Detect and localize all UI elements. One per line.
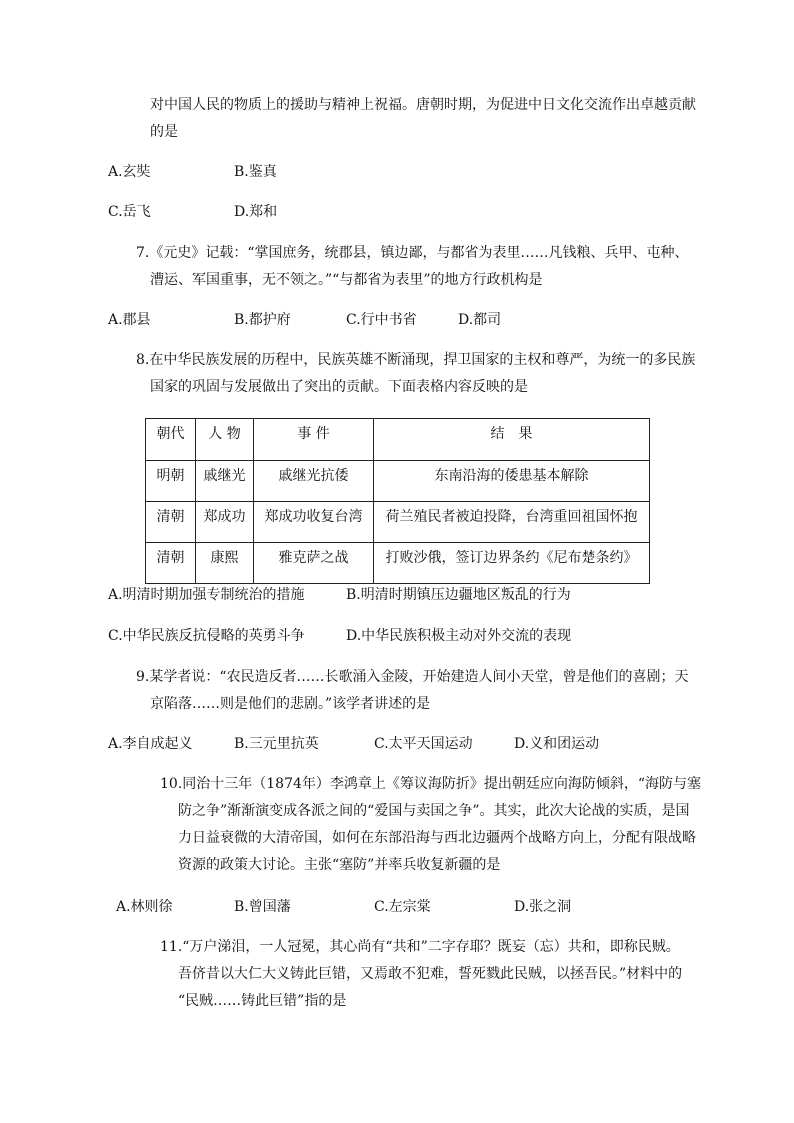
cell-event: 郑成功收复台湾 xyxy=(254,502,374,543)
table-header-row xyxy=(146,419,650,461)
option-c: C.太平天国运动 xyxy=(374,736,473,752)
option-d: D.张之洞 xyxy=(514,899,572,915)
cell-event: 戚继光抗倭 xyxy=(254,461,374,502)
option-b: B.明清时期镇压边疆地区叛乱的行为 xyxy=(346,587,571,603)
intro-line-1: 对中国人民的物质上的援助与精神上祝福。唐朝时期，为促进中日文化交流作出卓越贡献 xyxy=(150,97,696,113)
option-c: C.左宗棠 xyxy=(374,899,431,915)
question-7-line-1: 7.《元史》记载：“掌国庶务，统郡县，镇边鄙，与都省为表里……凡钱粮、兵甲、屯种、 xyxy=(136,245,689,261)
cell-event: 雅克萨之战 xyxy=(254,543,374,584)
option-c: C.行中书省 xyxy=(346,312,417,328)
table-row xyxy=(146,502,650,543)
option-a: A.李自成起义 xyxy=(108,736,193,752)
cell-dynasty: 清朝 xyxy=(146,543,196,584)
option-a: A.玄奘 xyxy=(108,164,151,180)
option-b: B.鉴真 xyxy=(234,164,277,180)
option-d: D.中华民族积极主动对外交流的表现 xyxy=(346,628,572,644)
cell-person: 郑成功 xyxy=(196,502,254,543)
header-dynasty: 朝代 xyxy=(146,419,196,461)
cell-dynasty: 清朝 xyxy=(146,502,196,543)
question-10-line-3: 力日益衰微的大清帝国，如何在东部沿海与西北边疆两个战略方向上，分配有限战略 xyxy=(178,830,696,846)
option-c: C.岳飞 xyxy=(108,204,151,220)
option-d: D.都司 xyxy=(458,312,502,328)
table-row xyxy=(146,461,650,502)
question-8-line-1: 8.在中华民族发展的历程中，民族英雄不断涌现，捍卫国家的主权和尊严，为统一的多民族 xyxy=(136,352,696,368)
question-11-line-3: “民贼……铸此巨错”指的是 xyxy=(178,993,347,1009)
option-b: B.曾国藩 xyxy=(234,899,291,915)
cell-result: 打败沙俄，签订边界条约《尼布楚条约》 xyxy=(374,543,650,584)
question-11-line-2: 吾侪昔以大仁大义铸此巨错，又焉敢不犯难，誓死戮此民贼，以拯吾民。”材料中的 xyxy=(178,966,683,982)
question-10-line-2: 防之争”渐渐演变成各派之间的“爱国与卖国之争”。其实，此次大论战的实质，是国 xyxy=(178,803,690,819)
question-9-line-1: 9.某学者说：“农民造反者……长歌涌入金陵，开始建造人间小天堂，曾是他们的喜剧；天 xyxy=(136,669,689,685)
question-8-line-2: 国家的巩固与发展做出了突出的贡献。下面表格内容反映的是 xyxy=(150,379,528,395)
option-d: D.义和团运动 xyxy=(514,736,600,752)
heroes-table xyxy=(145,418,650,584)
option-c: C.中华民族反抗侵略的英勇斗争 xyxy=(108,628,305,644)
cell-result: 东南沿海的倭患基本解除 xyxy=(374,461,650,502)
option-b: B.三元里抗英 xyxy=(234,736,319,752)
option-b: B.都护府 xyxy=(234,312,291,328)
cell-result: 荷兰殖民者被迫投降，台湾重回祖国怀抱 xyxy=(374,502,650,543)
question-9-line-2: 京陷落……则是他们的悲剧。”该学者讲述的是 xyxy=(150,696,431,712)
option-a: A.明清时期加强专制统治的措施 xyxy=(108,587,305,603)
cell-person: 康熙 xyxy=(196,543,254,584)
option-a: A.林则徐 xyxy=(116,899,173,915)
cell-person: 戚继光 xyxy=(196,461,254,502)
question-11-line-1: 11.“万户涕泪，一人冠冕，其心尚有“共和”二字存耶？既妄（忘）共和，即称民贼。 xyxy=(160,939,680,955)
cell-dynasty: 明朝 xyxy=(146,461,196,502)
header-person: 人 物 xyxy=(196,419,254,461)
question-10-line-1: 10.同治十三年（1874年）李鸿章上《筹议海防折》提出朝廷应向海防倾斜，“海防与塞 xyxy=(160,776,702,792)
intro-line-2: 的是 xyxy=(150,124,178,140)
header-event: 事 件 xyxy=(254,419,374,461)
question-7-line-2: 漕运、军国重事，无不领之。”“与都省为表里”的地方行政机构是 xyxy=(150,272,543,288)
option-d: D.郑和 xyxy=(234,204,278,220)
table-row xyxy=(146,543,650,584)
question-10-line-4: 资源的政策大讨论。主张“塞防”并率兵收复新疆的是 xyxy=(178,857,501,873)
header-result: 结 果 xyxy=(374,419,650,461)
option-a: A.郡县 xyxy=(108,312,151,328)
